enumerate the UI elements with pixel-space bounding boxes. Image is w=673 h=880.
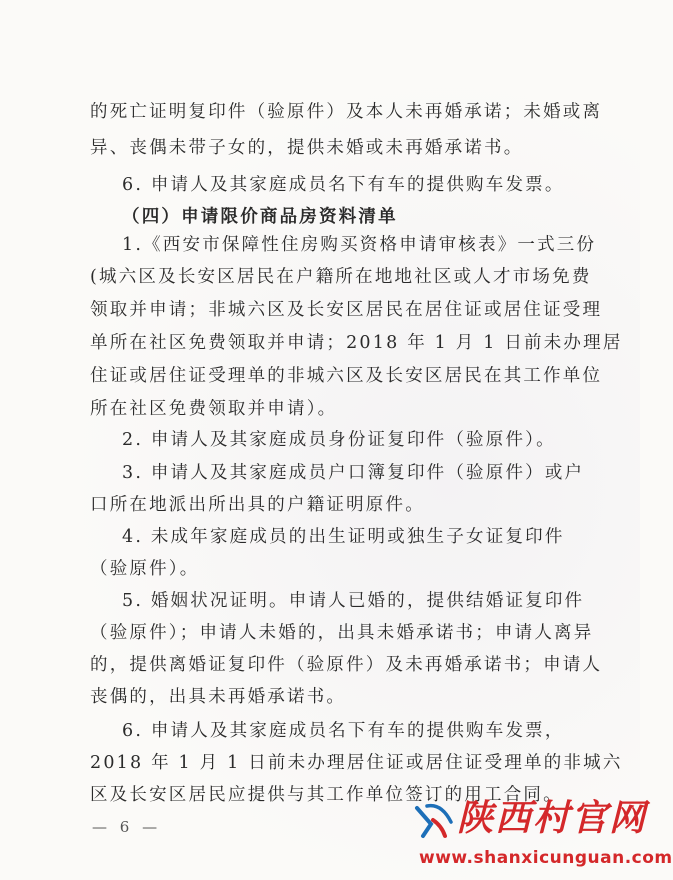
text-line: 所在社区免费领取并申请）。	[90, 399, 338, 419]
text-line: 的死亡证明复印件（验原件）及本人未再婚承诺；未婚或离	[90, 102, 603, 122]
section-heading: （四）申请限价商品房资料清单	[122, 207, 398, 227]
text-line: 区及长安区居民应提供与其工作单位签订的用工合同。	[90, 785, 563, 805]
text-line: 3. 申请人及其家庭成员户口簿复印件（验原件）或户	[122, 463, 585, 483]
shanxi-logo-icon	[413, 798, 455, 840]
text-line: 6. 申请人及其家庭成员名下有车的提供购车发票。	[122, 175, 565, 195]
text-line: 单所在社区免费领取并申请；2018 年 1 月 1 日前未办理居	[90, 333, 623, 353]
text-line: （验原件）。	[90, 559, 200, 579]
text-line: 2. 申请人及其家庭成员身份证复印件（验原件）。	[122, 430, 556, 450]
text-line: 的，提供离婚证复印件（验原件）及未再婚承诺书；申请人	[90, 655, 603, 675]
text-line: 5. 婚姻状况证明。申请人已婚的，提供结婚证复印件	[122, 591, 585, 611]
page-number: — 6 —	[92, 818, 162, 836]
text-line: 口所在地派出所出具的户籍证明原件。	[90, 495, 425, 515]
watermark-site-name: 陕西村官网	[457, 797, 648, 839]
site-watermark	[413, 792, 673, 876]
text-line: 4. 未成年家庭成员的出生证明或独生子女证复印件	[122, 527, 565, 547]
text-line: 2018 年 1 月 1 日前未办理居住证或居住证受理单的非城六	[90, 753, 623, 773]
text-line: 领取并申请；非城六区及长安区居民在居住证或居住证受理	[90, 300, 603, 320]
text-line: 异、丧偶未带子女的，提供未婚或未再婚承诺书。	[90, 138, 524, 158]
text-line: (城六区及长安区居民在户籍所在地地社区或人才市场免费	[90, 267, 592, 287]
text-line: （验原件）；申请人未婚的，出具未婚承诺书；申请人离异	[90, 623, 594, 643]
text-line: 丧偶的，出具未再婚承诺书。	[90, 687, 347, 707]
text-line: 住证或居住证受理单的非城六区及长安区居民在其工作单位	[90, 366, 603, 386]
text-line: 1.《西安市保障性住房购买资格申请审核表》一式三份	[122, 235, 597, 255]
text-line: 6. 申请人及其家庭成员名下有车的提供购车发票，	[122, 721, 565, 741]
watermark-url: www.shanxicunguan.com	[419, 848, 673, 868]
